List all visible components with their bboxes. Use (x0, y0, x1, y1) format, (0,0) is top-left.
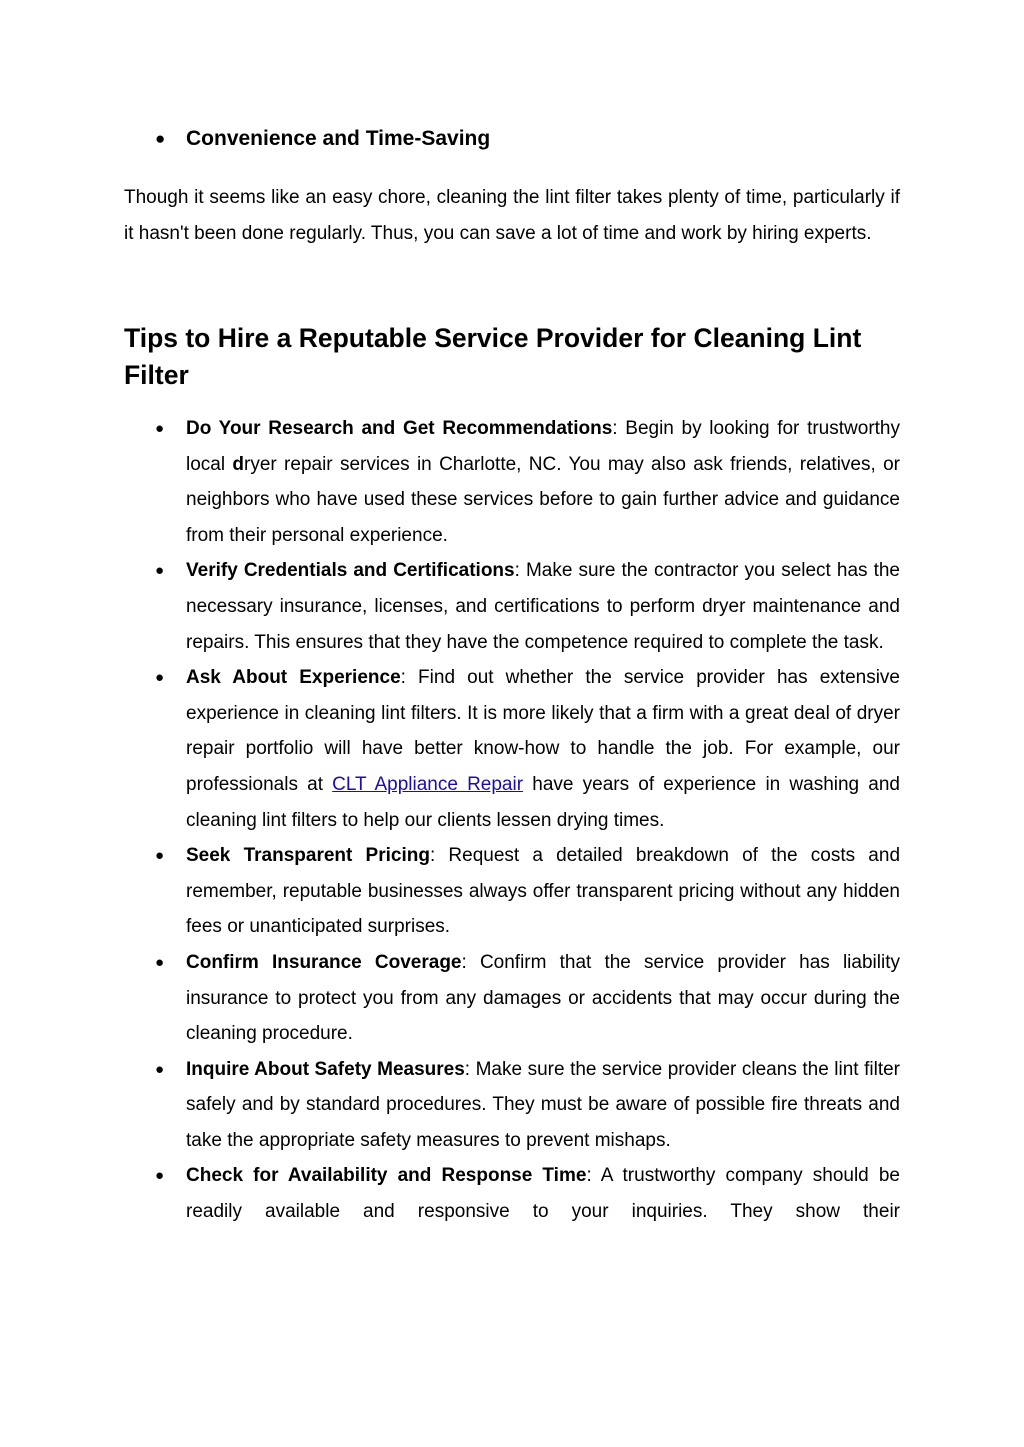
tip-availability-body: : A trustworthy company should be readily available and responsive to your inquiries. They show their (186, 1165, 900, 1223)
bullet-dot: ● (155, 669, 165, 687)
tip-experience (155, 660, 900, 838)
tip-safety-text (186, 1052, 900, 1159)
bullet-convenience-title: Convenience and Time-Saving (186, 127, 491, 150)
bullet-dot: ● (155, 953, 165, 971)
tip-research-body-bold: d (232, 453, 245, 475)
tip-availability (155, 1158, 900, 1229)
bullet-dot: ● (155, 129, 166, 148)
tip-experience-body-before: : Find out whether the service provider has extensive experience in cleaning lint filters. It is more likely that a firm with a great deal of dryer repair portfolio will have better know-how to handle the job. For example, our professionals at (186, 667, 900, 795)
tip-insurance-body: : Confirm that the service provider has liability insurance to protect you from any damages or accidents that may occur during the cleaning procedure. (186, 951, 900, 1045)
tip-credentials (155, 553, 900, 660)
bullet-dot: ● (155, 847, 165, 865)
tip-credentials-text (186, 553, 900, 660)
tip-insurance (155, 945, 900, 1052)
clt-appliance-repair-link[interactable]: CLT Appliance Repair (332, 773, 524, 795)
tips-list (155, 411, 900, 1230)
tip-research-text (186, 411, 900, 553)
tip-experience-title: Ask About Experience (186, 667, 401, 689)
bullet-dot: ● (155, 420, 165, 437)
tip-safety (155, 1052, 900, 1159)
tip-research-title: Do Your Research and Get Recommendations (186, 418, 613, 439)
tip-pricing-title: Seek Transparent Pricing (186, 845, 430, 867)
tip-experience-body-after: have years of experience in washing and cleaning lint filters to help our clients lessen drying times. (186, 773, 901, 831)
tip-insurance-title: Confirm Insurance Coverage (186, 951, 462, 973)
tip-research (155, 411, 900, 553)
tip-research-body-after: ryer repair services in Charlotte, NC. You may also ask friends, relatives, or neighbors who have used these services before to gain further advice and guidance from their personal experience. (186, 453, 900, 546)
tip-credentials-title: Verify Credentials and Certifications (186, 560, 515, 582)
tip-insurance-text (186, 945, 900, 1052)
bullet-dot: ● (155, 1167, 165, 1185)
tip-research-body-before: : Begin by looking for trustworthy local (186, 418, 900, 475)
intro-paragraph: Though it seems like an easy chore, cleaning the lint filter takes plenty of time, particularly if it hasn't been done regularly. Thus, you can save a lot of time and work by hiring experts. (124, 187, 900, 244)
tip-safety-title: Inquire About Safety Measures (186, 1058, 465, 1080)
tip-availability-title: Check for Availability and Response Time (186, 1165, 587, 1187)
tip-pricing-body: : Request a detailed breakdown of the costs and remember, reputable businesses always offer transparent pricing without any hidden fees or unanticipated surprises. (186, 845, 901, 938)
bullet-convenience (155, 123, 915, 154)
tip-credentials-body: : Make sure the contractor you select has the necessary insurance, licenses, and certifications to perform dryer maintenance and repairs. This ensures that they have the competence required to complete the task. (186, 560, 900, 653)
tip-availability-text (186, 1158, 900, 1229)
tip-safety-body: : Make sure the service provider cleans the lint filter safely and by standard procedures. They must be aware of possible fire threats and take the appropriate safety measures to prevent mishaps. (186, 1058, 900, 1151)
tip-pricing-text (186, 838, 900, 945)
tip-pricing (155, 838, 900, 945)
bullet-dot: ● (155, 1060, 165, 1078)
tip-experience-text (186, 660, 900, 838)
section-heading: Tips to Hire a Reputable Service Provider for Cleaning Lint Filter (124, 323, 862, 390)
bullet-dot: ● (155, 562, 165, 580)
